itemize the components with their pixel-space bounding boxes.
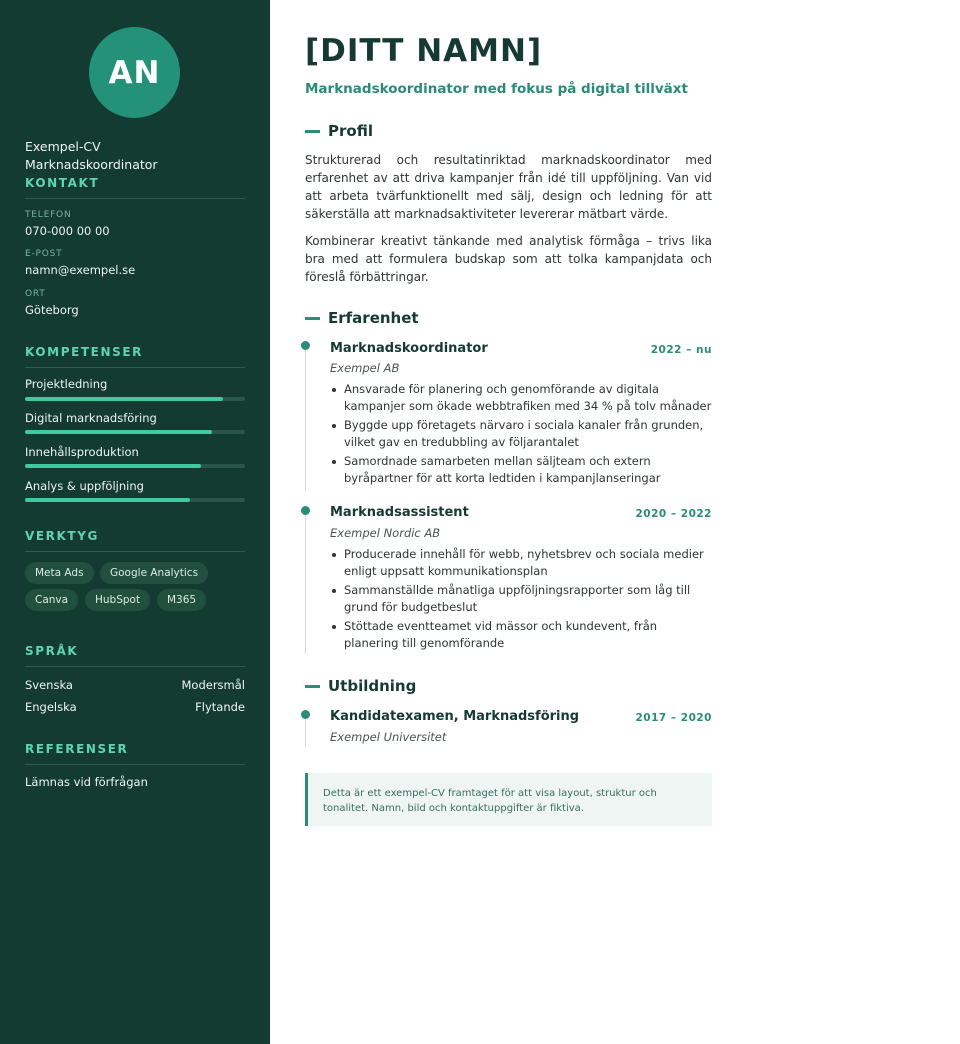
person-name: [DITT NAMN] <box>305 33 543 69</box>
skill-name: Digital marknadsföring <box>25 411 157 425</box>
skill-bar <box>25 397 245 401</box>
skills-heading: KOMPETENSER <box>25 345 245 368</box>
sidebar-role: Marknadskoordinator <box>25 157 158 172</box>
tools-heading: VERKTYG <box>25 529 245 552</box>
language-level: Modersmål <box>181 678 245 692</box>
tool-tag: HubSpot <box>85 589 150 611</box>
sidebar <box>0 0 270 1044</box>
timeline-dot <box>301 341 310 350</box>
timeline-line <box>305 345 306 490</box>
list-item: Samordnade samarbeten mellan säljteam och extern byråpartner för att korta ledtiden i kampanjlanseringar <box>330 453 712 486</box>
references-heading: REFERENSER <box>25 742 245 765</box>
skill-bar-fill <box>25 498 190 502</box>
list-item: Ansvarade för planering och genomförande av digitala kampanjer som ökade webbtrafiken med 34 % på tolv månader <box>330 381 712 414</box>
skill-name: Projektledning <box>25 377 108 391</box>
language-name: Engelska <box>25 700 77 714</box>
skill-name: Analys & uppföljning <box>25 479 144 493</box>
contact-heading: KONTAKT <box>25 176 245 199</box>
email-label: E-POST <box>25 249 63 259</box>
section-dash <box>305 685 320 688</box>
skill-bar <box>25 498 245 502</box>
education-title-text: Utbildning <box>328 677 417 695</box>
job-date: 2020 – 2022 <box>635 508 712 520</box>
city-label: ORT <box>25 289 46 299</box>
timeline-dot <box>301 710 310 719</box>
job-date: 2022 – nu <box>650 344 712 356</box>
list-item: Producerade innehåll för webb, nyhetsbrev och sociala medier enligt uppsatt kommunikationsplan <box>330 546 712 579</box>
section-dash <box>305 317 320 320</box>
skill-bar-fill <box>25 430 212 434</box>
timeline-line <box>305 509 306 654</box>
section-dash <box>305 130 320 133</box>
language-row <box>25 678 245 692</box>
skill-bar <box>25 430 245 434</box>
list-item: Byggde upp företagets närvaro i sociala kanaler från grunden, vilket gav en tredubbling av följarantalet <box>330 417 712 450</box>
sidebar-caption: Exempel-CV <box>25 139 101 154</box>
profile-paragraph: Kombinerar kreativt tänkande med analytisk förmåga – trivs lika bra med att formulera budskap som att tolka kampanjdata och föreslå förbättringar. <box>305 234 712 284</box>
list-item: Stöttade eventteamet vid mässor och kundevent, från planering till genomförande <box>330 618 712 651</box>
tool-tag: Google Analytics <box>100 562 208 584</box>
job-bullets <box>330 381 712 489</box>
job-title: Marknadskoordinator <box>330 341 488 356</box>
company-name: Exempel AB <box>330 361 400 375</box>
school-name: Exempel Universitet <box>330 730 447 744</box>
language-row <box>25 700 245 714</box>
skill-bar-fill <box>25 397 223 401</box>
education-date: 2017 – 2020 <box>635 712 712 724</box>
degree-title: Kandidatexamen, Marknadsföring <box>330 709 580 724</box>
email-value: namn@exempel.se <box>25 263 136 277</box>
timeline-dot <box>301 506 310 515</box>
company-name: Exempel Nordic AB <box>330 526 441 540</box>
skill-bar <box>25 464 245 468</box>
profile-section-title <box>305 122 373 140</box>
languages-heading: SPRÅK <box>25 644 245 667</box>
job-bullets <box>330 546 712 654</box>
language-name: Svenska <box>25 678 73 692</box>
references-text: Lämnas vid förfrågan <box>25 775 148 789</box>
city-value: Göteborg <box>25 303 79 317</box>
headline: Marknadskoordinator med fokus på digital tillväxt <box>305 81 688 97</box>
list-item: Sammanställde månatliga uppföljningsrapporter som låg till grund för budgetbeslut <box>330 582 712 615</box>
phone-value: 070-000 00 00 <box>25 224 110 238</box>
job-title: Marknadsassistent <box>330 505 469 520</box>
language-level: Flytande <box>195 700 245 714</box>
phone-label: TELEFON <box>25 210 72 220</box>
profile-paragraph: Strukturerad och resultatinriktad marknadskoordinator med erfarenhet av att driva kampanjer från idé till uppföljning. Van vid att arbeta tvärfunktionellt med sälj, design och ledning för att säkerställa att marknadsaktiviteter levererar mätbart värde. <box>305 153 712 221</box>
avatar-initials: AN <box>89 27 180 118</box>
profile-title-text: Profil <box>328 122 373 140</box>
skill-bar-fill <box>25 464 201 468</box>
tool-tag: M365 <box>157 589 206 611</box>
experience-section-title <box>305 309 419 327</box>
tool-tag: Meta Ads <box>25 562 94 584</box>
tool-tag: Canva <box>25 589 78 611</box>
disclaimer-note: Detta är ett exempel-CV framtaget för att visa layout, struktur och tonalitet. Namn, bild och kontaktuppgifter är fiktiva. <box>305 773 712 826</box>
education-section-title <box>305 677 416 695</box>
experience-title-text: Erfarenhet <box>328 309 419 327</box>
skill-name: Innehållsproduktion <box>25 445 139 459</box>
